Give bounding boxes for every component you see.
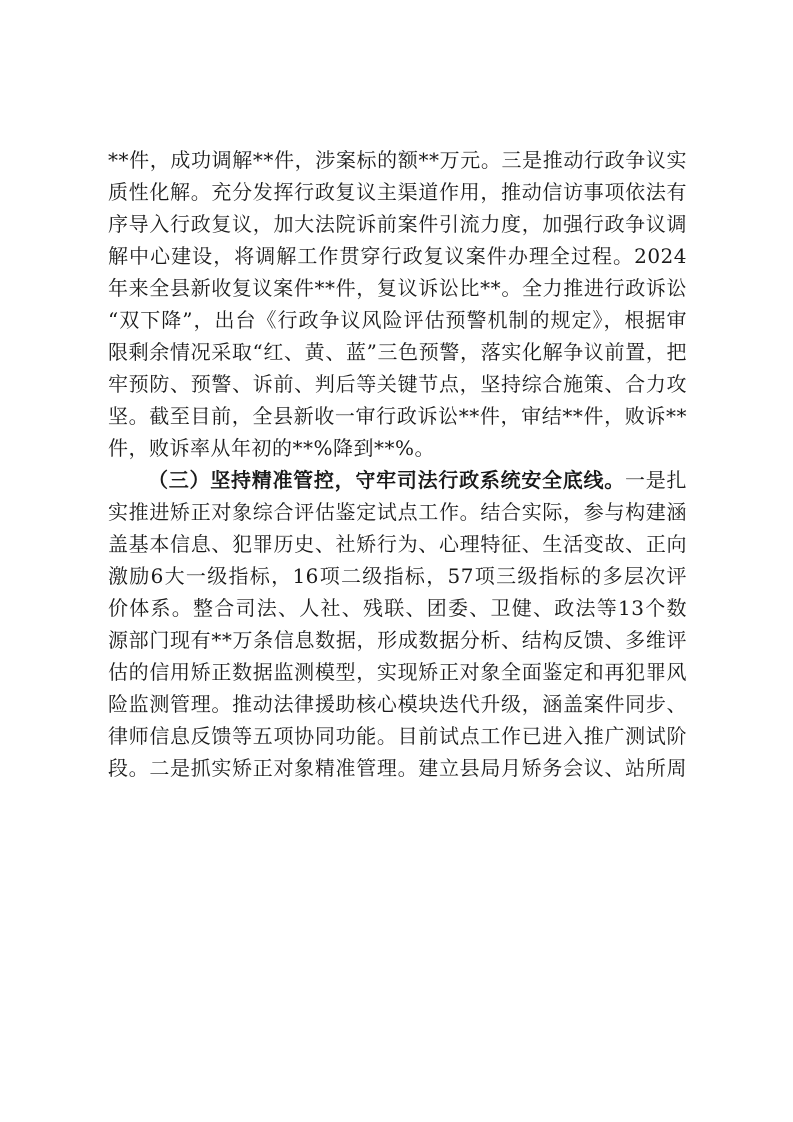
heading-line-rest: 一是扎 xyxy=(625,468,688,492)
text-line: 解中心建设，将调解工作贯穿行政复议案件办理全过程。2024 xyxy=(108,244,687,268)
text-line: 估的信用矫正数据监测模型，实现矫正对象全面鉴定和再犯罪风 xyxy=(108,660,687,684)
text-line: 牢预防、预警、诉前、判后等关键节点，坚持综合施策、合力攻 xyxy=(108,372,687,396)
text-line: 险监测管理。推动法律援助核心模块迭代升级，涵盖案件同步、 xyxy=(108,692,687,716)
section-heading: （三）坚持精准管控，守牢司法行政系统安全底线。 xyxy=(148,468,626,492)
text-line: 段。二是抓实矫正对象精准管理。建立县局月矫务会议、站所周 xyxy=(108,756,687,780)
text-line: 坚。截至目前，全县新收一审行政诉讼**件，审结**件，败诉** xyxy=(108,404,687,428)
text-line: 律师信息反馈等五项协同功能。目前试点工作已进入推广测试阶 xyxy=(108,724,687,748)
text-line: 件，败诉率从年初的**%降到**%。 xyxy=(108,436,436,460)
text-line: 价体系。整合司法、人社、残联、团委、卫健、政法等13个数 xyxy=(108,596,687,620)
text-line: 源部门现有**万条信息数据，形成数据分析、结构反馈、多维评 xyxy=(108,628,687,652)
text-line: 激励6大一级指标，16项二级指标，57项三级指标的多层次评 xyxy=(108,564,687,588)
text-line: 限剩余情况采取“红、黄、蓝”三色预警，落实化解争议前置，把 xyxy=(108,340,687,364)
text-line: 实推进矫正对象综合评估鉴定试点工作。结合实际，参与构建涵 xyxy=(108,500,687,524)
paragraph-2 xyxy=(108,464,687,784)
text-line: **件，成功调解**件，涉案标的额**万元。三是推动行政争议实 xyxy=(108,148,687,172)
text-line: 盖基本信息、犯罪历史、社矫行为、心理特征、生活变故、正向 xyxy=(108,532,687,556)
document-body xyxy=(108,144,687,784)
paragraph-heading-line xyxy=(108,464,687,496)
text-line: 序导入行政复议，加大法院诉前案件引流力度，加强行政争议调 xyxy=(108,212,687,236)
text-line: 年来全县新收复议案件**件，复议诉讼比**。全力推进行政诉讼 xyxy=(108,276,687,300)
paragraph-1 xyxy=(108,144,687,464)
text-line: “双下降”，出台《行政争议风险评估预警机制的规定》，根据审 xyxy=(108,308,687,332)
text-line: 质性化解。充分发挥行政复议主渠道作用，推动信访事项依法有 xyxy=(108,180,687,204)
